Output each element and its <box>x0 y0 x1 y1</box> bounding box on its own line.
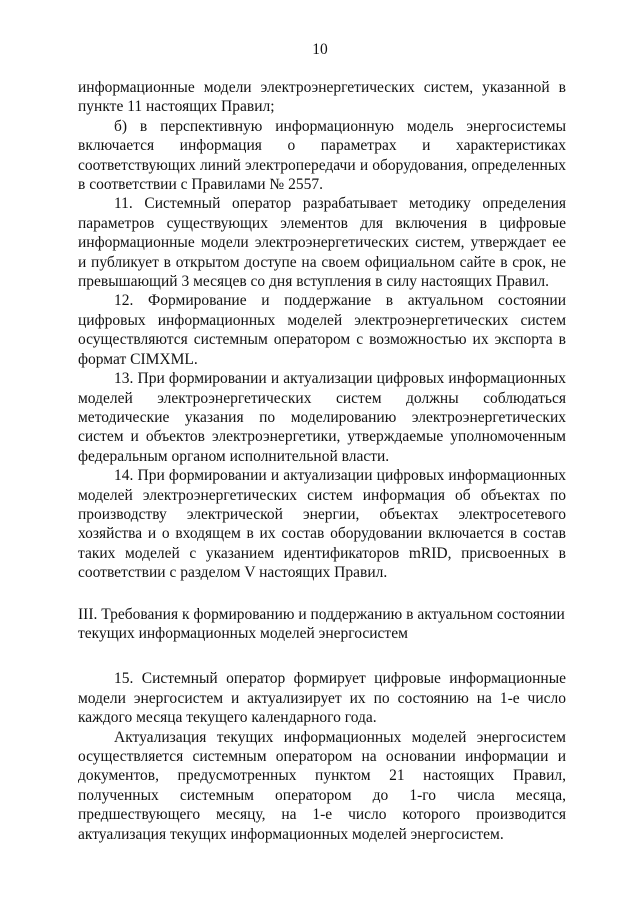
paragraph-12: 12. Формирование и поддержание в актуальном состоянии цифровых информационных моделей электроэнергетических систем осуществляются системным оператором с возможностью их экспорта в формат CIMXML. <box>78 292 566 368</box>
paragraph-11: 11. Системный оператор разрабатывает методику определения параметров существующих элементов для включения в цифровые информационные модели электроэнергетических систем, утверждает ее и публикует в открытом доступе на своем официальном сайте в срок, не превышающий 3 месяцев со дня вступления в силу настоящих Правил. <box>78 195 566 291</box>
paragraph-actualization: Актуализация текущих информационных моделей энергосистем осуществляется системным оператором на основании информации и документов, предусмотренных пунктом 21 настоящих Правил, полученных системным оператором до 1-го числа месяца, предшествующего месяцу, на 1-е число которого производится актуализация текущих информационных моделей энергосистем. <box>78 728 566 843</box>
section-heading-line-2: текущих информационных моделей энергосистем <box>78 624 408 642</box>
section-heading-line-1: III. Требования к формированию и поддержанию в актуальном состоянии <box>78 605 565 623</box>
paragraph-continuation: информационные модели электроэнергетических систем, указанной в пункте 11 настоящих Правил; <box>78 79 566 116</box>
page-number: 10 <box>312 41 328 58</box>
paragraph-15: 15. Системный оператор формирует цифровые информационные модели энергосистем и актуализирует их по состоянию на 1-е число каждого месяца текущего календарного года. <box>78 670 566 727</box>
section-heading <box>78 605 566 644</box>
paragraph-13: 13. При формировании и актуализации цифровых информационных моделей электроэнергетических систем должны соблюдаться методические указания по моделированию электроэнергетических систем и объектов электроэнергетики, утверждаемые уполномоченным федеральным органом исполнительной власти. <box>78 370 566 465</box>
paragraph-subitem-b: б) в перспективную информационную модель энергосистемы включается информация о параметрах и характеристиках соответствующих линий электропередачи и оборудования, определенных в соответствии с Правилами № 2557. <box>78 117 566 194</box>
paragraph-14: 14. При формировании и актуализации цифровых информационных моделей электроэнергетических систем информация об объектах по производству электрической энергии, объектах электросетевого хозяйства и о входящем в их состав оборудовании включается в состав таких моделей с указанием идентификаторов mRID, присвоенных в соответствии с разделом V настоящих Правил. <box>78 467 566 582</box>
document-body <box>78 78 566 844</box>
